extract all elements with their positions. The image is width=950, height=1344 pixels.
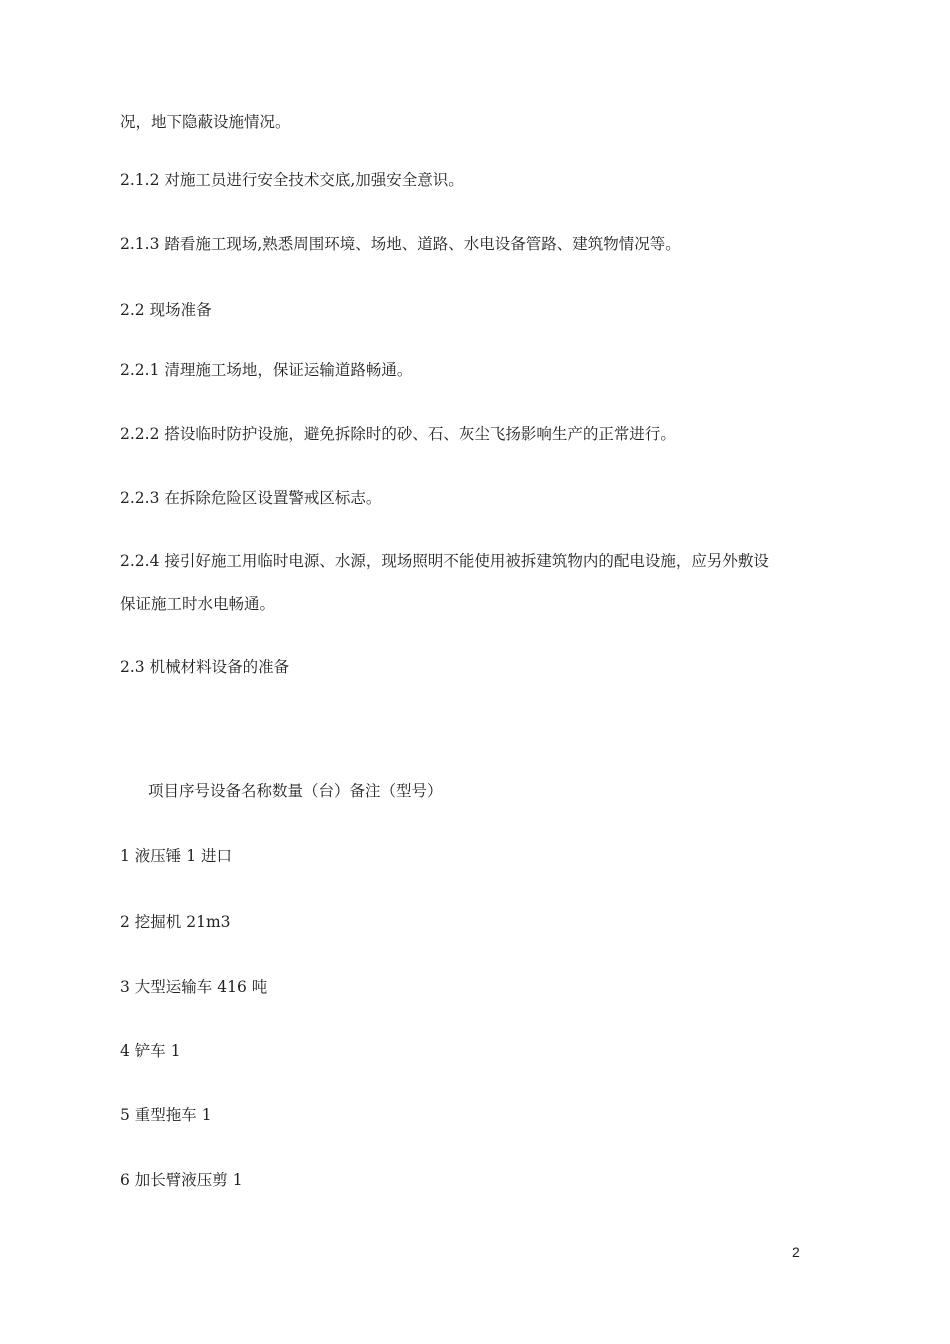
paragraph-line: 2.1.3 踏看施工现场,熟悉周围环境、场地、道路、水电设备管路、建筑物情况等。 (120, 235, 681, 253)
page-number: 2 (792, 1244, 800, 1260)
table-row: 2 挖掘机 21m3 (120, 913, 231, 931)
paragraph-line: 2.1.2 对施工员进行安全技术交底,加强安全意识。 (120, 171, 464, 189)
paragraph-line: 况，地下隐蔽设施情况。 (120, 113, 291, 131)
table-row: 1 液压锤 1 进口 (120, 847, 233, 865)
table-row: 6 加长臂液压剪 1 (120, 1171, 243, 1189)
section-heading: 2.3 机械材料设备的准备 (120, 658, 290, 676)
table-row: 4 铲车 1 (120, 1042, 181, 1060)
paragraph-line: 2.2.4 接引好施工用临时电源、水源，现场照明不能使用被拆建筑物内的配电设施，应另外敷设 (120, 552, 769, 570)
table-row: 3 大型运输车 416 吨 (120, 978, 268, 996)
paragraph-line: 2.2.3 在拆除危险区设置警戒区标志。 (120, 489, 382, 507)
paragraph-line: 保证施工时水电畅通。 (120, 595, 276, 613)
section-heading: 2.2 现场准备 (120, 301, 212, 319)
paragraph-line: 2.2.2 搭设临时防护设施，避免拆除时的砂、石、灰尘飞扬影响生产的正常进行。 (120, 425, 676, 443)
table-row: 5 重型拖车 1 (120, 1106, 212, 1124)
paragraph-line: 2.2.1 清理施工场地，保证运输道路畅通。 (120, 361, 413, 379)
table-header: 项目序号设备名称数量（台）备注（型号） (148, 782, 443, 800)
